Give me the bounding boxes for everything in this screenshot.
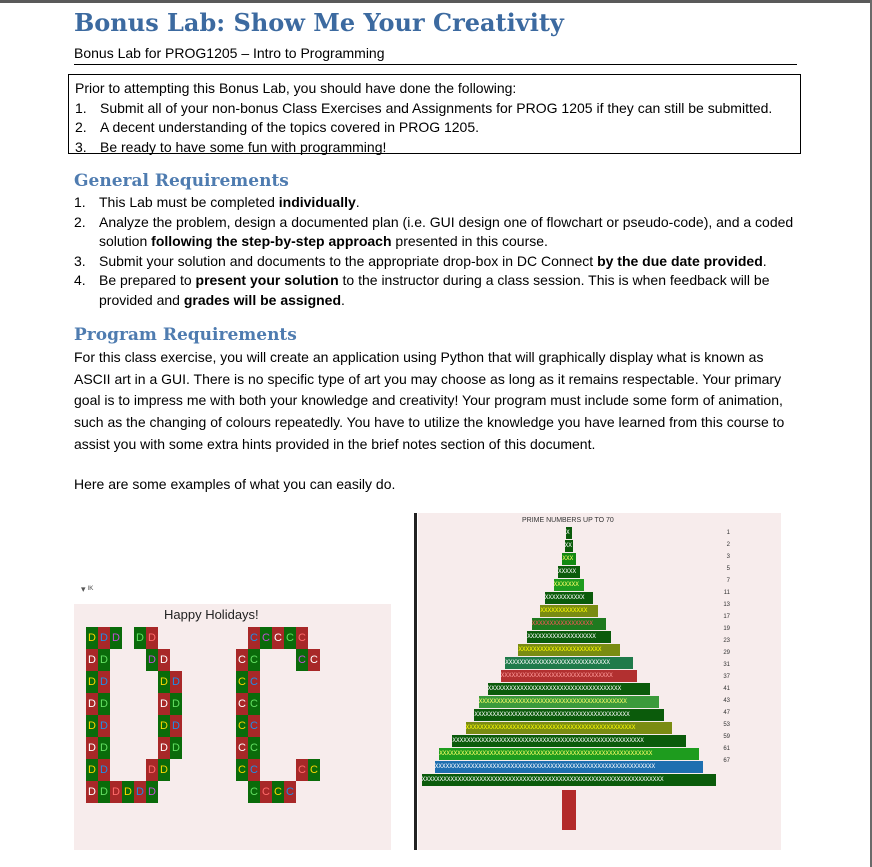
- ascii-letter-cell: C: [236, 649, 248, 671]
- ascii-letter-cell: C: [248, 693, 260, 715]
- prime-number-label: 17: [723, 614, 730, 620]
- ascii-letter-cell: D: [98, 759, 110, 781]
- holiday-example-title: Happy Holidays!: [164, 607, 259, 622]
- tree-row: XXXXXXXXXXXXXXXXX: [532, 618, 607, 630]
- tree-trunk: [562, 790, 576, 830]
- ascii-letter-cell: D: [98, 671, 110, 693]
- title-underline: [74, 64, 797, 65]
- ascii-letter-cell: D: [170, 715, 182, 737]
- general-requirements-list: [74, 193, 794, 310]
- ascii-letter-cell: D: [98, 781, 110, 803]
- ascii-letter-cell: C: [308, 759, 320, 781]
- tree-row: XXXXXXXXXXXXXXXXXXXXXXXXXXXXXXXXXXXXXXXXXXXXXXXXXXXXXXXXXXX: [439, 748, 699, 760]
- image-handle-marks: ▾ ᴵᴷ: [81, 584, 94, 594]
- ascii-letter-cell: C: [260, 627, 272, 649]
- ascii-letter-cell: C: [248, 715, 260, 737]
- tree-row: XXXXXXXXXXXXXXXXXXXXXXXXXXXXXXXXXXXXXXXXXXXXXXXXXXXXXXXXXXXXX: [435, 761, 703, 773]
- ascii-letter-cell: C: [284, 781, 296, 803]
- ascii-letter-cell: C: [236, 737, 248, 759]
- ascii-letter-cell: D: [86, 759, 98, 781]
- document-subtitle: Bonus Lab for PROG1205 – Intro to Programming: [74, 45, 385, 61]
- ascii-letter-cell: C: [248, 671, 260, 693]
- requirement-item: 4. Be prepared to present your solution to the instructor during a class session. This is when feedback will be provided and grades will be assigned.: [74, 272, 770, 308]
- ascii-letter-cell: D: [158, 671, 170, 693]
- ascii-letter-cell: D: [146, 627, 158, 649]
- document-title: Bonus Lab: Show Me Your Creativity: [74, 8, 564, 37]
- requirement-item: 3. Submit your solution and documents to the appropriate drop-box in DC Connect by the due date provided.: [74, 252, 767, 269]
- window-top-border: [0, 0, 872, 3]
- ascii-letter-cell: D: [98, 649, 110, 671]
- examples-intro: Here are some examples of what you can easily do.: [74, 476, 396, 492]
- prime-number-column: [700, 527, 730, 767]
- ascii-letter-cell: D: [146, 759, 158, 781]
- prime-number-label: 37: [723, 674, 730, 680]
- prime-number-label: 19: [723, 626, 730, 632]
- ascii-letter-cell: D: [146, 649, 158, 671]
- prime-number-label: 29: [723, 650, 730, 656]
- ascii-letter-cell: C: [248, 781, 260, 803]
- ascii-letter-cell: D: [86, 737, 98, 759]
- ascii-letter-cell: C: [248, 759, 260, 781]
- requirement-item: 1. This Lab must be completed individually.: [74, 194, 360, 210]
- ascii-letter-cell: D: [158, 693, 170, 715]
- ascii-letter-cell: C: [260, 781, 272, 803]
- program-requirements-paragraph: For this class exercise, you will create an application using Python that will graphically display what is known as ASCII art in a GUI. There is no specific type of art you may choose as long as it remains respectable. Your primary goal is to impress me with both your knowledge and creativity! Your program must include some form of animation, such as the changing of colours repeatedly. You have to utilize the knowledge you have learned from this course to assist you with some extra hints provided in the brief notes section of this document.: [74, 349, 785, 452]
- tree-example-title: PRIME NUMBERS UP TO 70: [522, 517, 614, 524]
- prime-number-label: 5: [726, 566, 730, 572]
- tree-row: XXXXX: [558, 566, 580, 578]
- ascii-letter-cell: D: [98, 715, 110, 737]
- prime-number-label: 67: [723, 758, 730, 764]
- ascii-letter-cell: D: [170, 671, 182, 693]
- ascii-letter-cell: D: [158, 715, 170, 737]
- ascii-letter-cell: C: [296, 627, 308, 649]
- prime-number-label: 2: [726, 542, 730, 548]
- ascii-letter-cell: D: [86, 649, 98, 671]
- ascii-letter-cell: C: [272, 781, 284, 803]
- ascii-letter-cell: C: [248, 627, 260, 649]
- tree-row: XX: [565, 540, 574, 552]
- ascii-letter-cell: C: [272, 627, 284, 649]
- prerequisite-item: 3. Be ready to have some fun with programming!: [75, 138, 387, 155]
- tree-row: XXXXXXXXXXXXX: [540, 605, 597, 617]
- tree-row: XXXXXXXXXXXXXXXXXXXXXXXXXXXXXXXXXXXXXXXXXXXXXXXXXXXXX: [452, 735, 685, 747]
- prerequisite-item: 1. Submit all of your non-bonus Class Exercises and Assignments for PROG 1205 if they can still be submitted.: [75, 99, 773, 116]
- prerequisites-box: [68, 74, 801, 154]
- dc-ascii-art: [86, 627, 366, 807]
- ascii-letter-cell: C: [236, 759, 248, 781]
- tree-row: XXXXXXXXXXXXXXXXXXXXXXX: [518, 644, 619, 656]
- ascii-letter-cell: D: [98, 693, 110, 715]
- ascii-letter-cell: D: [158, 737, 170, 759]
- general-requirements-heading: General Requirements: [74, 171, 289, 191]
- tree-row: XXXXXXXXXXXXXXXXXXXXXXXXXXXXXXXXXXXXX: [488, 683, 651, 695]
- tree-row: XXX: [562, 553, 575, 565]
- ascii-letter-cell: D: [86, 627, 98, 649]
- tree-row: XXXXXXXXXXXXXXXXXXXXXXXXXXXXXXXXXXXXXXXXXXX: [474, 709, 663, 721]
- prime-number-label: 61: [723, 746, 730, 752]
- tree-row: XXXXXXX: [554, 579, 585, 591]
- program-requirements-heading: Program Requirements: [74, 325, 297, 345]
- prerequisite-item: 2. A decent understanding of the topics covered in PROG 1205.: [75, 119, 480, 135]
- tree-row: XXXXXXXXXXXXXXXXXXXXXXXXXXXXXXXXXXXXXXXXXXXXXXX: [466, 722, 673, 734]
- tree-row: XXXXXXXXXXXXXXXXXXXXXXXXXXXXX: [505, 657, 633, 669]
- ascii-letter-cell: D: [86, 693, 98, 715]
- ascii-letter-cell: C: [236, 671, 248, 693]
- prime-number-label: 53: [723, 722, 730, 728]
- ascii-letter-cell: D: [158, 649, 170, 671]
- prime-number-label: 47: [723, 710, 730, 716]
- ascii-letter-cell: D: [86, 715, 98, 737]
- ascii-letter-cell: D: [170, 693, 182, 715]
- prerequisites-intro: Prior to attempting this Bonus Lab, you should have done the following:: [75, 80, 517, 96]
- prime-number-label: 1: [726, 530, 730, 536]
- tree-row: XXXXXXXXXXXXXXXXXXX: [527, 631, 611, 643]
- ascii-letter-cell: C: [236, 693, 248, 715]
- ascii-letter-cell: D: [158, 759, 170, 781]
- tree-row: XXXXXXXXXXX: [545, 592, 593, 604]
- ascii-letter-cell: C: [296, 649, 308, 671]
- ascii-letter-cell: C: [248, 737, 260, 759]
- tree-row: XXXXXXXXXXXXXXXXXXXXXXXXXXXXXXX: [501, 670, 637, 682]
- ascii-letter-cell: C: [236, 715, 248, 737]
- prime-number-label: 23: [723, 638, 730, 644]
- prime-number-label: 3: [726, 554, 730, 560]
- tree-row: X: [566, 527, 572, 539]
- ascii-letter-cell: D: [170, 737, 182, 759]
- ascii-letter-cell: D: [98, 627, 110, 649]
- prime-number-label: 43: [723, 698, 730, 704]
- tree-row: XXXXXXXXXXXXXXXXXXXXXXXXXXXXXXXXXXXXXXXXXXXXXXXXXXXXXXXXXXXXXXXXXXX: [422, 774, 717, 786]
- prime-number-label: 59: [723, 734, 730, 740]
- ascii-letter-cell: D: [146, 781, 158, 803]
- ascii-letter-cell: C: [308, 649, 320, 671]
- prime-number-label: 13: [723, 602, 730, 608]
- ascii-letter-cell: D: [134, 781, 146, 803]
- requirement-item: 2. Analyze the problem, design a documented plan (i.e. GUI design one of flowchart or pseudo-code), and a coded solution following the step-by-step approach presented in this course.: [74, 213, 794, 249]
- ascii-letter-cell: C: [248, 649, 260, 671]
- prime-number-label: 31: [723, 662, 730, 668]
- ascii-letter-cell: D: [122, 781, 134, 803]
- ascii-letter-cell: D: [110, 781, 122, 803]
- ascii-letter-cell: D: [86, 781, 98, 803]
- prime-number-label: 11: [723, 590, 730, 596]
- ascii-letter-cell: D: [86, 671, 98, 693]
- prime-number-label: 7: [726, 578, 730, 584]
- ascii-letter-cell: D: [134, 627, 146, 649]
- prime-number-label: 41: [723, 686, 730, 692]
- ascii-letter-cell: C: [284, 627, 296, 649]
- ascii-letter-cell: C: [296, 759, 308, 781]
- example-divider: [414, 513, 417, 850]
- tree-row: XXXXXXXXXXXXXXXXXXXXXXXXXXXXXXXXXXXXXXXXX: [479, 696, 659, 708]
- ascii-letter-cell: D: [110, 627, 122, 649]
- ascii-letter-cell: D: [98, 737, 110, 759]
